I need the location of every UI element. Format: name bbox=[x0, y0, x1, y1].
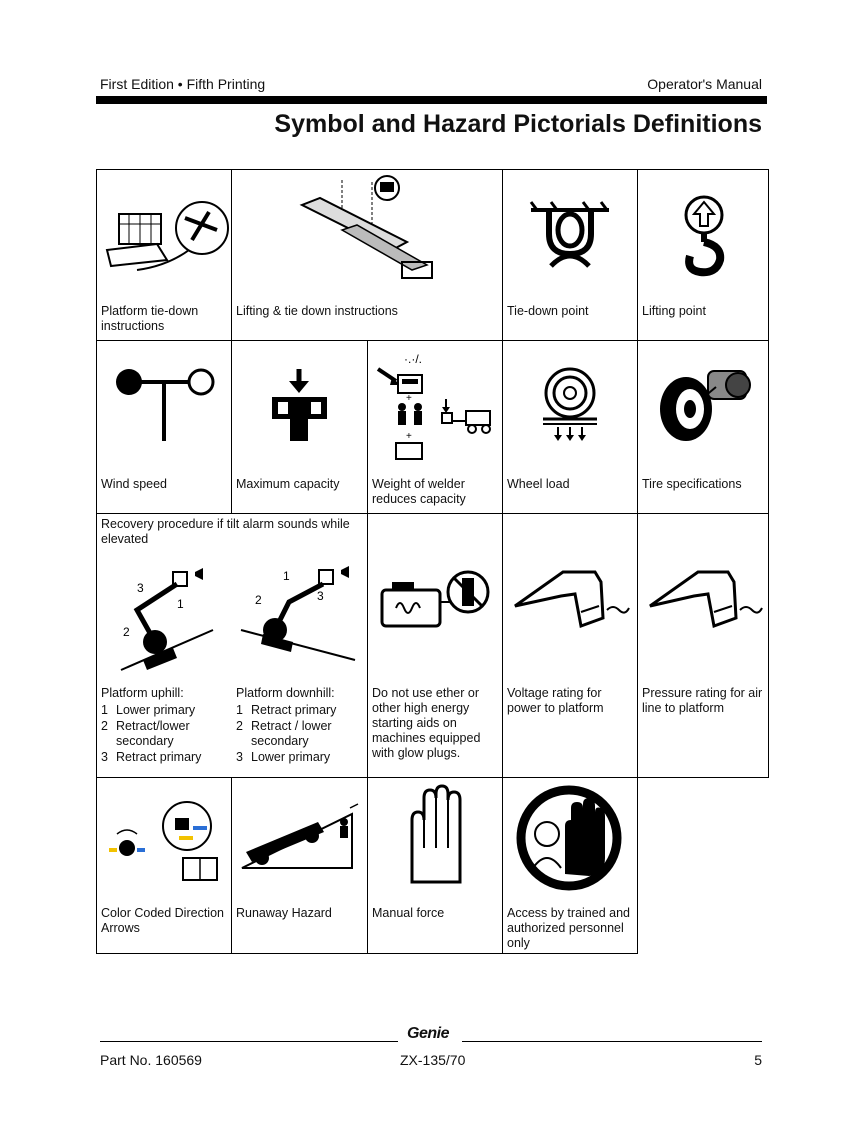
welder-weight-icon bbox=[368, 341, 502, 469]
caption-runaway-hazard: Runaway Hazard bbox=[236, 906, 332, 920]
wheel-load-icon bbox=[503, 341, 637, 466]
cell-runaway-hazard bbox=[231, 777, 368, 954]
label-3: 3 bbox=[137, 581, 144, 595]
platform-downhill-title: Platform downhill: bbox=[236, 686, 335, 700]
cell-maximum-capacity bbox=[231, 340, 368, 514]
cell-weight-of-welder bbox=[367, 340, 503, 514]
platform-uphill-title: Platform uphill: bbox=[101, 686, 184, 700]
cell-no-ether bbox=[367, 513, 503, 778]
cell-recovery-procedure bbox=[96, 513, 368, 778]
cell-wind-speed bbox=[96, 340, 232, 514]
hand-icon bbox=[368, 778, 502, 903]
caption-lifting-tie-down: Lifting & tie down instructions bbox=[236, 304, 398, 318]
header-rule bbox=[96, 96, 767, 104]
cell-color-coded-arrows bbox=[96, 777, 232, 954]
edition-label: First Edition • Fifth Printing bbox=[100, 76, 266, 92]
list-item: 1 Lower primary bbox=[101, 703, 196, 717]
label-1: 1 bbox=[177, 597, 184, 611]
cell-voltage-rating bbox=[502, 513, 638, 778]
cell-lifting-point bbox=[637, 169, 769, 341]
platform-tie-down-icon bbox=[97, 170, 231, 290]
caption-tie-down-point: Tie-down point bbox=[507, 304, 589, 318]
caption-access-trained: Access by trained and authorized personnel only bbox=[507, 906, 630, 950]
cell-pressure-rating bbox=[637, 513, 769, 778]
caption-color-coded: Color Coded Direction Arrows bbox=[101, 906, 224, 935]
manual-label: Operator's Manual bbox=[647, 76, 762, 92]
cell-tie-down-point bbox=[502, 169, 638, 341]
page-title: Symbol and Hazard Pictorials Definitions bbox=[274, 110, 762, 138]
wind-speed-icon bbox=[97, 341, 231, 466]
model-number: ZX-135/70 bbox=[400, 1052, 466, 1068]
cell-tire-specifications bbox=[637, 340, 769, 514]
label-3: 3 bbox=[317, 589, 324, 603]
maximum-capacity-icon bbox=[232, 341, 367, 466]
platform-uphill-icon bbox=[97, 550, 227, 680]
voltage-rating-icon bbox=[503, 514, 637, 674]
caption-no-ether: Do not use ether or other high energy starting aids on machines equipped with glow plugs. bbox=[372, 686, 481, 760]
part-number: Part No. 160569 bbox=[100, 1052, 202, 1068]
cell-lifting-tie-down bbox=[231, 169, 503, 341]
list-item: 2 Retract/lower secondary bbox=[101, 718, 190, 748]
platform-uphill-list bbox=[101, 686, 231, 765]
recovery-title: Recovery procedure if tilt alarm sounds while elevated bbox=[101, 517, 350, 546]
cell-access-trained bbox=[502, 777, 638, 954]
label-1: 1 bbox=[283, 569, 290, 583]
svg-text:·.·/.: ·.·/. bbox=[404, 352, 422, 366]
platform-downhill-icon bbox=[233, 550, 363, 680]
no-ether-icon bbox=[368, 514, 502, 674]
cell-platform-tie-down bbox=[96, 169, 232, 341]
cell-wheel-load bbox=[502, 340, 638, 514]
svg-text:+: + bbox=[406, 431, 412, 442]
runaway-hazard-icon bbox=[232, 778, 367, 903]
caption-platform-tie-down: Platform tie-down instructions bbox=[101, 304, 199, 333]
list-item: 3 Lower primary bbox=[236, 749, 331, 764]
svg-text:+: + bbox=[406, 393, 412, 404]
caption-wheel-load: Wheel load bbox=[507, 477, 570, 491]
label-2: 2 bbox=[123, 625, 130, 639]
direction-arrows-icon bbox=[97, 778, 231, 903]
lifting-point-icon bbox=[638, 170, 768, 295]
caption-wind-speed: Wind speed bbox=[101, 477, 168, 491]
caption-pressure-rating: Pressure rating for air line to platform bbox=[642, 686, 763, 715]
list-item: 3 Retract primary bbox=[101, 749, 202, 764]
tie-down-point-icon bbox=[503, 170, 637, 295]
list-item: 1 Retract primary bbox=[236, 703, 337, 717]
footer-rule-right bbox=[462, 1041, 762, 1042]
pressure-rating-icon bbox=[638, 514, 768, 674]
cell-manual-force bbox=[367, 777, 503, 954]
caption-tire-specifications: Tire specifications bbox=[642, 477, 742, 491]
page-number: 5 bbox=[754, 1052, 762, 1068]
caption-voltage-rating: Voltage rating for power to platform bbox=[507, 686, 604, 715]
platform-downhill-list bbox=[236, 686, 364, 765]
tire-icon bbox=[638, 341, 768, 466]
genie-logo: Genie bbox=[407, 1025, 449, 1042]
label-2: 2 bbox=[255, 593, 262, 607]
no-access-icon bbox=[503, 778, 637, 903]
caption-weight-of-welder: Weight of welder reduces capacity bbox=[372, 477, 466, 506]
caption-lifting-point: Lifting point bbox=[642, 304, 706, 318]
caption-maximum-capacity: Maximum capacity bbox=[236, 477, 340, 491]
caption-manual-force: Manual force bbox=[372, 906, 445, 920]
lifting-tie-down-icon bbox=[232, 170, 502, 295]
footer-rule-left bbox=[100, 1041, 398, 1042]
list-item: 2 Retract / lower secondary bbox=[236, 718, 332, 748]
